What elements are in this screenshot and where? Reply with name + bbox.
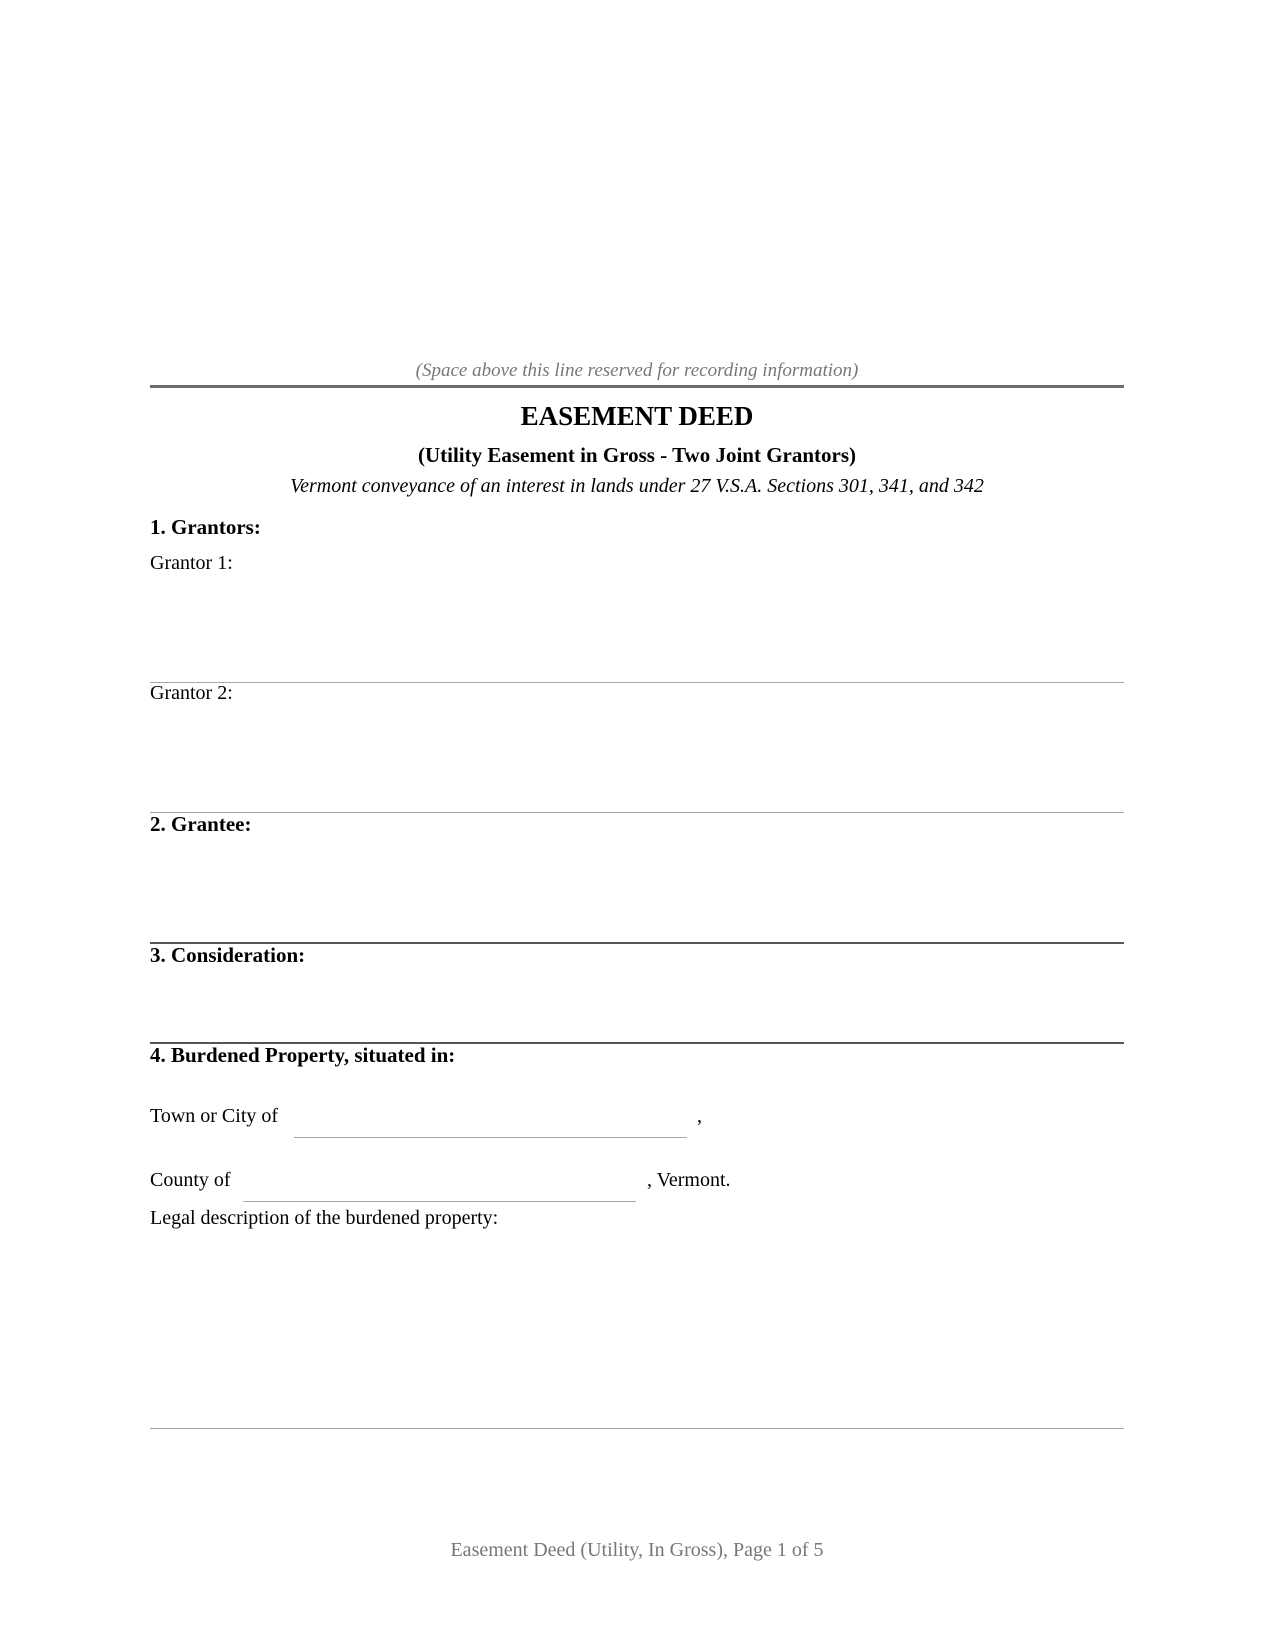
town-field[interactable]: [294, 1137, 687, 1138]
legal-description-label: Legal description of the burdened property:: [150, 1207, 499, 1229]
document-subtitle: (Utility Easement in Gross - Two Joint Grantors): [417, 443, 857, 467]
grantor-2-field[interactable]: [150, 812, 1124, 813]
recording-space-note: (Space above this line reserved for recording information): [415, 360, 859, 381]
county-suffix: , Vermont.: [647, 1169, 731, 1191]
grantor-2-label: Grantor 2:: [150, 682, 233, 704]
statute-reference: Vermont conveyance of an interest in lands under 27 V.S.A. Sections 301, 341, and 342: [290, 475, 984, 497]
grantor-1-label: Grantor 1:: [150, 552, 233, 574]
consideration-heading: 3. Consideration:: [150, 943, 306, 967]
county-label: County of: [150, 1169, 231, 1191]
document-title: EASEMENT DEED: [520, 401, 754, 431]
legal-description-field[interactable]: [150, 1428, 1124, 1429]
burdened-property-heading: 4. Burdened Property, situated in:: [150, 1043, 456, 1067]
page-footer: Easement Deed (Utility, In Gross), Page 1 of 5: [450, 1539, 824, 1561]
county-field[interactable]: [243, 1201, 636, 1202]
town-label: Town or City of: [150, 1105, 279, 1127]
grantee-heading: 2. Grantee:: [150, 812, 252, 836]
grantors-heading: 1. Grantors:: [150, 515, 261, 539]
recording-divider: [150, 385, 1124, 388]
grantor-1-field[interactable]: [150, 682, 1124, 683]
town-suffix: ,: [697, 1105, 702, 1127]
